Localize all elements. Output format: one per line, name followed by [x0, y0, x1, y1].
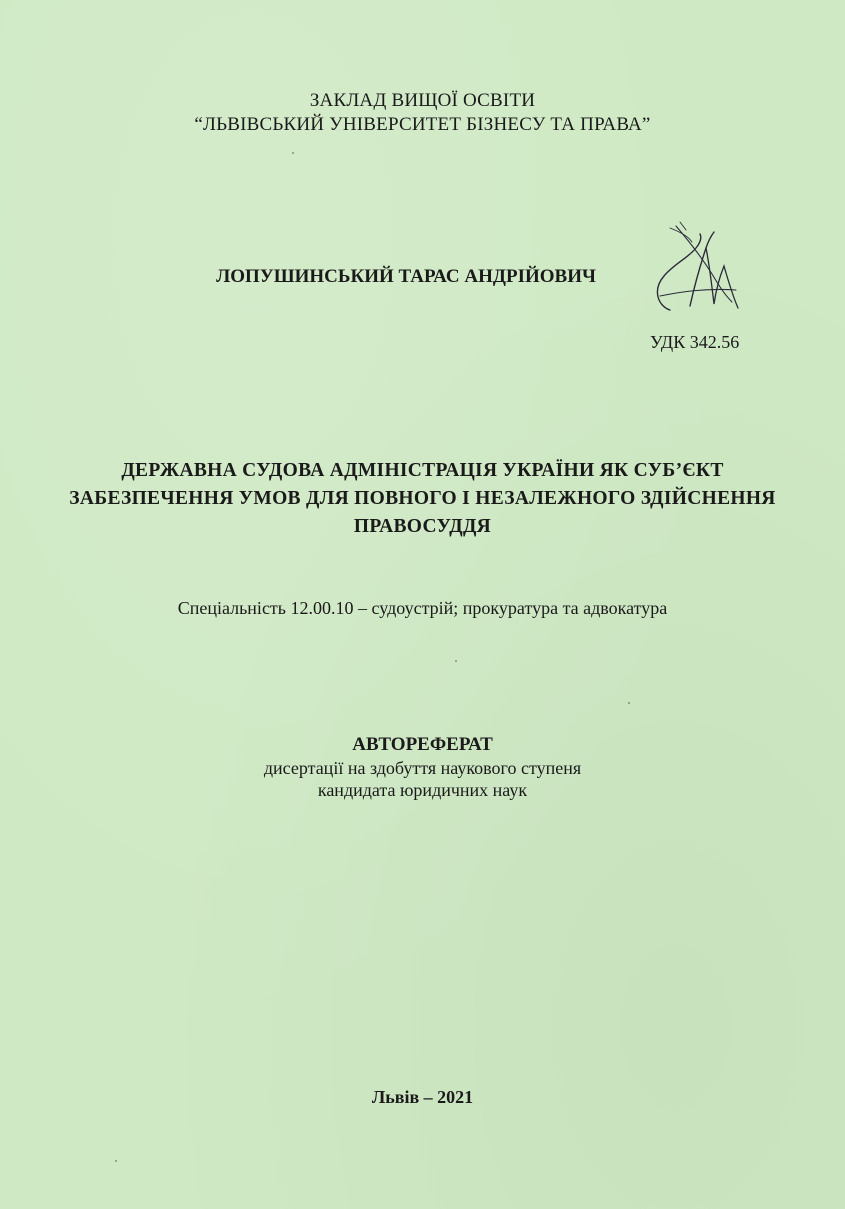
author-name: ЛОПУШИНСЬКИЙ ТАРАС АНДРІЙОВИЧ — [216, 266, 596, 287]
udc-code: УДК 342.56 — [650, 332, 740, 352]
paper-speck — [292, 152, 294, 154]
abstract-description-line-2: кандидата юридичних наук — [317, 780, 528, 800]
dissertation-title-line-2: ЗАБЕЗПЕЧЕННЯ УМОВ ДЛЯ ПОВНОГО І НЕЗАЛЕЖНОГО ЗДІЙСНЕННЯ — [69, 488, 776, 509]
city-year: Львів – 2021 — [371, 1087, 474, 1107]
dissertation-title-line-3: ПРАВОСУДДЯ — [353, 516, 492, 537]
handwritten-signature — [640, 218, 750, 318]
institution-name-line-2: “ЛЬВІВСЬКИЙ УНІВЕРСИТЕТ БІЗНЕСУ ТА ПРАВА” — [194, 114, 651, 135]
dissertation-title-line-1: ДЕРЖАВНА СУДОВА АДМІНІСТРАЦІЯ УКРАЇНИ ЯК СУБ’ЄКТ — [121, 460, 724, 481]
paper-speck — [455, 660, 457, 662]
paper-speck — [628, 702, 630, 704]
abstract-label: АВТОРЕФЕРАТ — [352, 734, 493, 755]
abstract-description-line-1: дисертації на здобуття наукового ступеня — [263, 758, 582, 778]
paper-speck — [115, 1160, 117, 1162]
specialty-line: Спеціальність 12.00.10 – судоустрій; прокуратура та адвокатура — [177, 598, 668, 618]
institution-name-line-1: ЗАКЛАД ВИЩОЇ ОСВІТИ — [309, 90, 536, 111]
